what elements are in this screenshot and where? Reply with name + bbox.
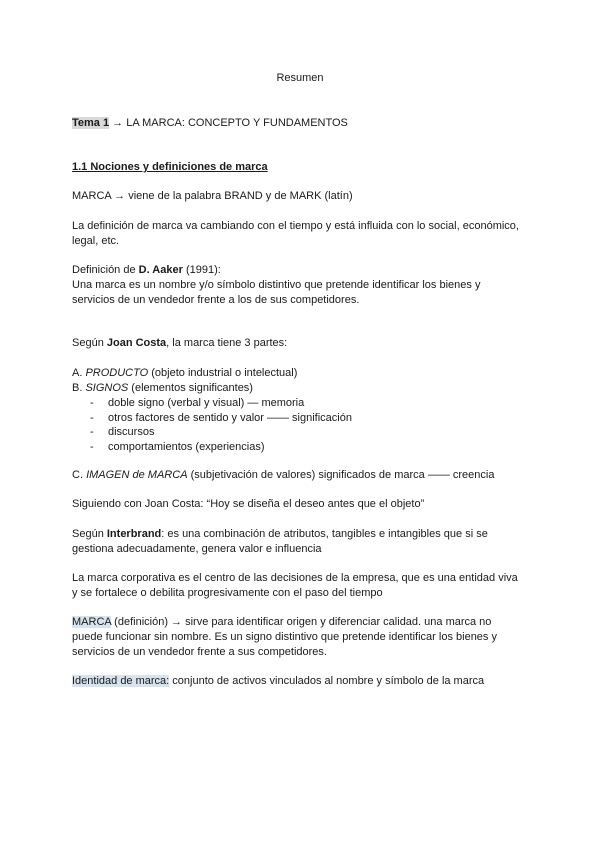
interbrand-name: Interbrand xyxy=(106,528,162,540)
costa-heading: Según Joan Costa, la marca tiene 3 partes: xyxy=(72,337,288,349)
section-heading: 1.1 Nociones y definiciones de marca xyxy=(72,161,268,173)
definicion-line-2: legal, etc. xyxy=(72,235,120,247)
part-a: A. PRODUCTO (objeto industrial o intelectual) xyxy=(72,367,298,379)
identidad-term: Identidad de marca: xyxy=(72,675,170,687)
corporativa-line-2: y se fortalece o debilita progresivamente con el paso del tiempo xyxy=(72,587,383,599)
interbrand-line-2: gestiona adecuadamente, genera valor e influencia xyxy=(72,543,322,555)
marca-origin: MARCA → viene de la palabra BRAND y de MARK (latín) xyxy=(72,190,353,202)
costa-name: Joan Costa xyxy=(106,337,167,349)
aaker-def-line-2: servicios de un vendedor frente a los de sus competidores. xyxy=(72,294,360,306)
marca-def-line-3: servicios de un vendedor frente a sus competidores. xyxy=(72,646,327,658)
page-title: Resumen xyxy=(276,72,324,84)
list-item: - otros factores de sentido y valor —— significación xyxy=(90,412,352,424)
marca-def-line-2: puede funcionar sin nombre. Es un signo distintivo que pretende identificar los bienes y xyxy=(72,631,497,643)
tema-arrow: → xyxy=(112,117,124,129)
marca-def-term: MARCA xyxy=(72,616,112,628)
part-a-term: PRODUCTO xyxy=(85,367,149,379)
part-b: B. SIGNOS (elementos significantes) xyxy=(72,382,253,394)
list-item: - doble signo (verbal y visual) — memoria xyxy=(90,397,305,409)
definicion-line-1: La definición de marca va cambiando con el tiempo y está influida con lo social, económico, xyxy=(72,220,519,232)
costa-quote: Siguiendo con Joan Costa: “Hoy se diseña el deseo antes que el objeto” xyxy=(72,498,425,510)
tema-line xyxy=(72,116,348,131)
interbrand-line-1: Según Interbrand: es una combinación de atributos, tangibles e intangibles que si se xyxy=(72,528,488,540)
part-c-term: IMAGEN de MARCA xyxy=(86,469,188,481)
part-c: C. IMAGEN de MARCA (subjetivación de valores) significados de marca —— creencia xyxy=(72,469,495,481)
aaker-def-line-1: Una marca es un nombre y/o símbolo distintivo que pretende identificar los bienes y xyxy=(72,279,481,291)
tema-text: LA MARCA: CONCEPTO Y FUNDAMENTOS xyxy=(126,117,348,129)
tema-label: Tema 1 xyxy=(72,117,110,129)
aaker-heading: Definición de D. Aaker (1991): xyxy=(72,264,221,276)
list-item: - discursos xyxy=(90,426,155,438)
marca-def-line-1: MARCA (definición) → sirve para identificar origen y diferenciar calidad. una marca no xyxy=(72,616,492,628)
list-item: - comportamientos (experiencias) xyxy=(90,441,265,453)
identidad-line: Identidad de marca: conjunto de activos vinculados al nombre y símbolo de la marca xyxy=(72,675,485,687)
aaker-name: D. Aaker xyxy=(138,264,183,276)
part-b-term: SIGNOS xyxy=(85,382,129,394)
corporativa-line-1: La marca corporativa es el centro de las decisiones de la empresa, que es una entidad viva xyxy=(72,572,518,584)
